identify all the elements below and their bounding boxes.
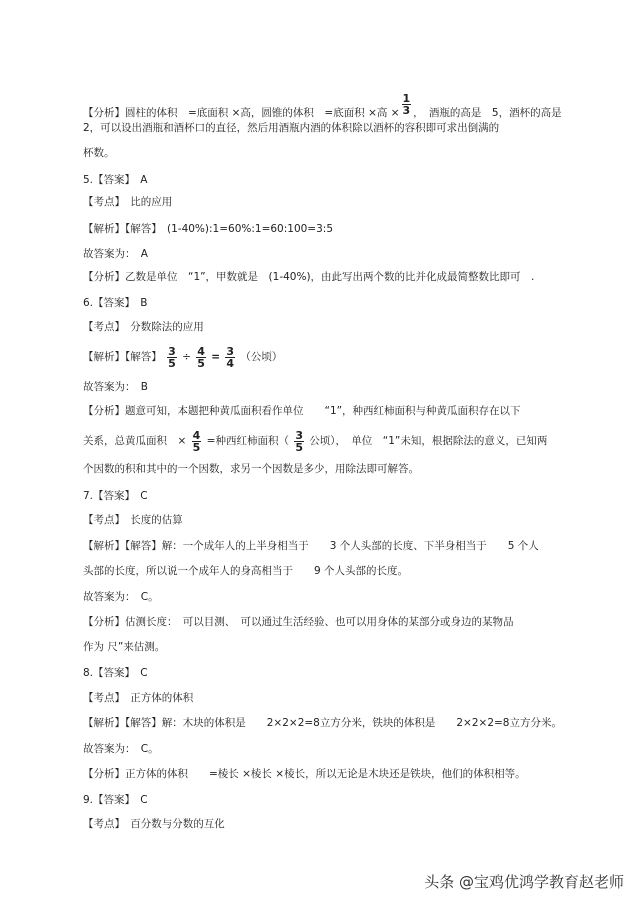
conclusion-6: 故答案为： B [83, 381, 148, 393]
answer-6: 6.【答案】 B [83, 297, 148, 309]
watermark: 头条 @宝鸡优鸿学教育赵老师 [424, 873, 624, 891]
equals-sign: = [211, 351, 221, 363]
explain-7-line-2: 作为 尺”来估测。 [83, 641, 166, 653]
text-line-1 [83, 93, 562, 120]
explain-8: 【分析】正方体的体积 =棱长 ×棱长 ×棱长，所以无论是木块还是铁块，他们的体积相等。 [83, 768, 526, 780]
topic-8: 【考点】 正方体的体积 [83, 692, 194, 704]
line-1-part-a: 【分析】圆柱的体积 =底面积 ×高，圆锥的体积 =底面积 ×高 × [83, 107, 400, 119]
explain-6-part-c: 公顷）， 单位 “1”未知，根据除法的意义，已知两 [309, 435, 548, 447]
topic-5: 【考点】 比的应用 [83, 196, 173, 208]
explain-6-line-3: 个因数的积和其中的一个因数，求另一个因数是多少，用除法即可解答。 [83, 463, 419, 475]
analysis-5: 【解析】【解答】 (1-40%):1=60%:1=60:100=3:5 [83, 223, 334, 235]
fraction-3-5: $\frac{3}{5}$ [168, 344, 176, 370]
analysis-6-label: 【解析】【解答】 [83, 351, 162, 363]
explain-6-line-2 [83, 425, 547, 457]
fraction-one-third: $\frac{1}{3}$ [402, 92, 411, 117]
answer-8: 8.【答案】 C [83, 667, 148, 679]
topic-7: 【考点】 长度的估算 [83, 514, 183, 526]
explain-7-line-1: 【分析】估测长度： 可以目测、 可以通过生活经验、也可以用身体的某部分或身边的某物品 [83, 616, 514, 628]
explain-5: 【分析】乙数是单位 “1”，甲数就是 (1-40%)，由此写出两个数的比并化成最简整数比即可 . [83, 271, 535, 283]
analysis-7-line-1: 【解析】【解答】解：一个成年人的上半身相当于 3 个人头部的长度、下半身相当于 5 个人 [83, 540, 539, 552]
divide-sign: ÷ [182, 351, 191, 363]
analysis-6 [83, 340, 282, 374]
analysis-8: 【解析】【解答】解：木块的体积是 2×2×2=8立方分米，铁块的体积是 2×2×2=8立方分米。 [83, 717, 562, 729]
conclusion-7: 故答案为： C。 [83, 591, 159, 603]
explain-6-part-b: =种西红柿面积（ [206, 435, 289, 447]
topic-6: 【考点】 分数除法的应用 [83, 321, 204, 333]
fraction-3-4: $\frac{3}{4}$ [226, 344, 235, 370]
answer-7: 7.【答案】 C [83, 490, 148, 502]
analysis-6-unit: （公顷） [240, 351, 283, 363]
explain-6-line-1: 【分析】题意可知，本题把种黄瓜面积看作单位 “1”，种西红柿面积与种黄瓜面积存在以下 [83, 405, 521, 417]
text-line-2: 2，可以设出酒瓶和酒杯口的直径，然后用酒瓶内酒的体积除以酒杯的容积即可求出倒满的 [83, 122, 500, 134]
conclusion-8: 故答案为： C。 [83, 743, 159, 755]
line-1-part-c: ， 酒瓶的高是 5，酒杯的高是 [413, 107, 562, 119]
fraction-4-5-b: $\frac{4}{5}$ [192, 428, 201, 454]
explain-6-part-a: 关系，总黄瓜面积 × [83, 435, 187, 447]
fraction-4-5: $\frac{4}{5}$ [197, 344, 205, 370]
conclusion-5: 故答案为： A [83, 248, 148, 260]
fraction-3-5-b: $\frac{3}{5}$ [295, 428, 303, 454]
text-line-3: 杯数。 [83, 147, 115, 159]
answer-9: 9.【答案】 C [83, 794, 148, 806]
analysis-7-line-2: 头部的长度，所以说一个成年人的身高相当于 9 个人头部的长度。 [83, 565, 409, 577]
topic-9: 【考点】 百分数与分数的互化 [83, 818, 225, 830]
answer-5: 5.【答案】 A [83, 174, 148, 186]
